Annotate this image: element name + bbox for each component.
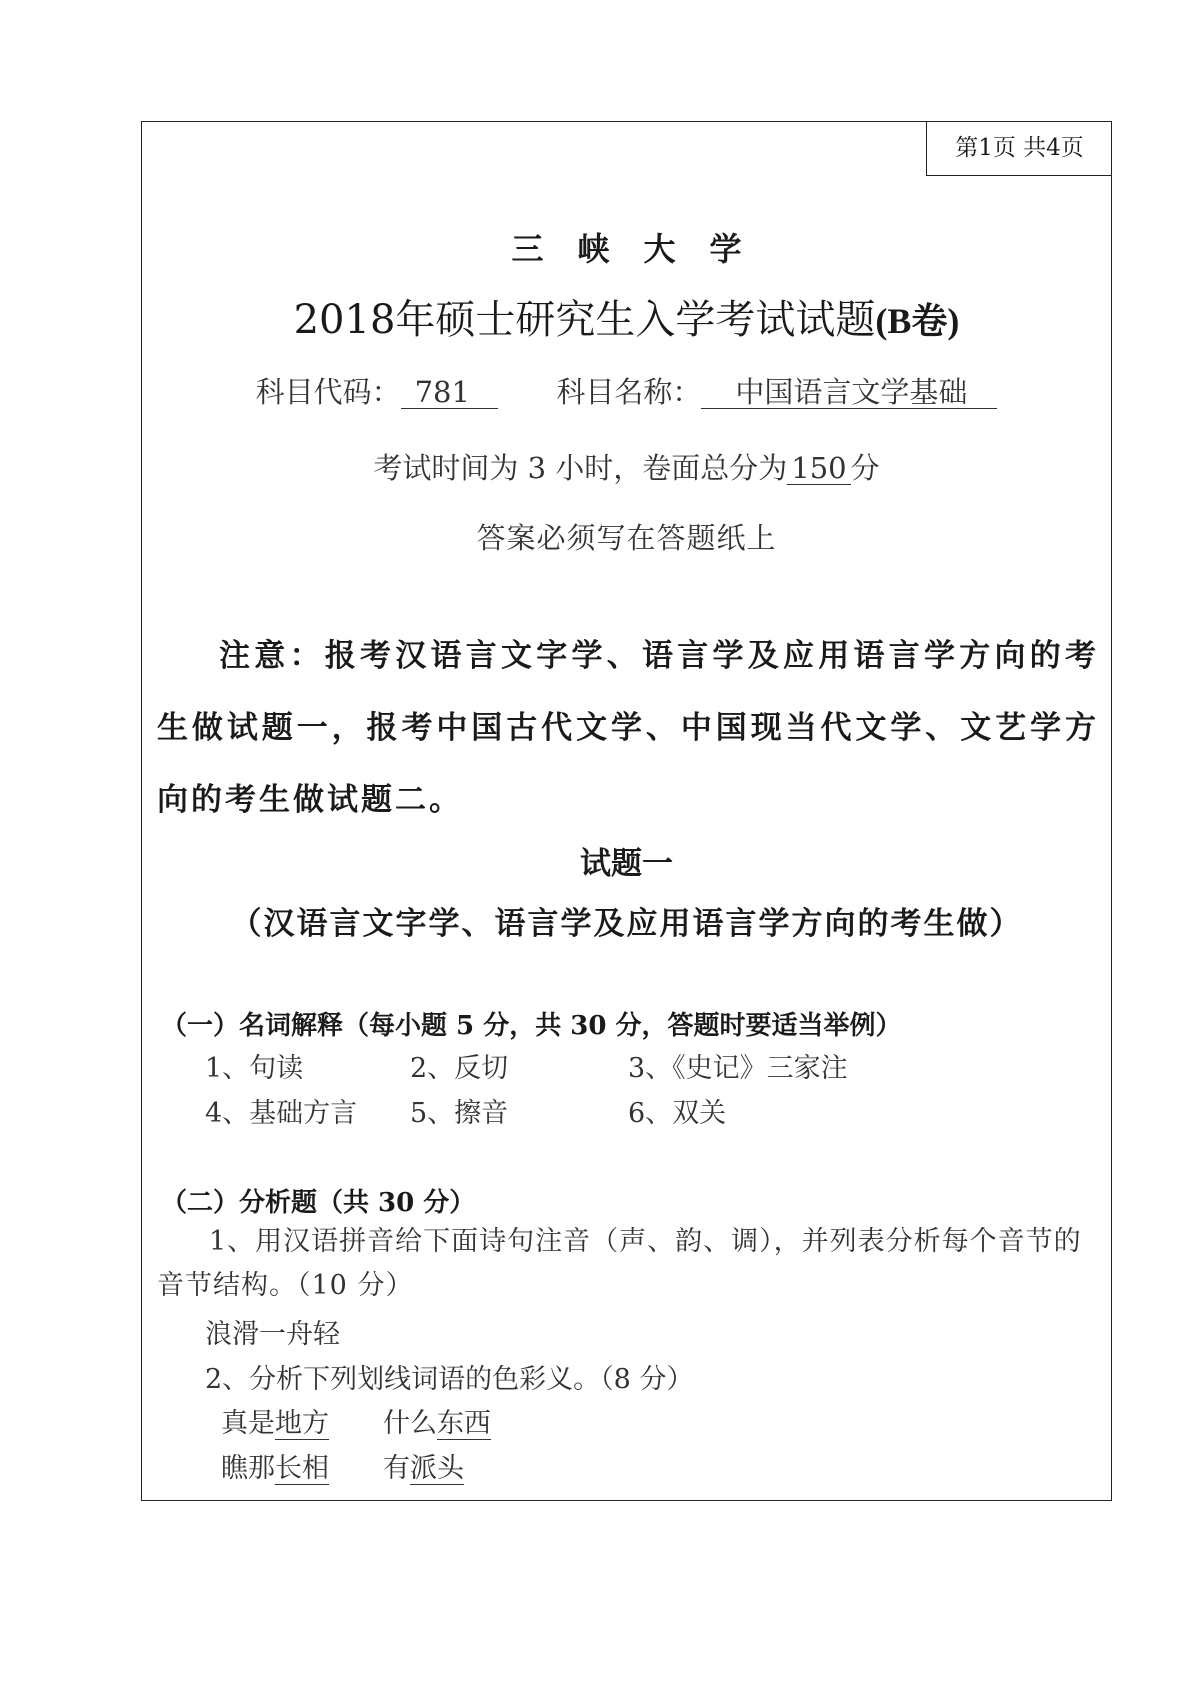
exam-title: [141, 296, 1112, 345]
phrase-prefix: 真是: [221, 1408, 275, 1439]
notice-paragraph: [157, 620, 1099, 836]
section-subtitle: （汉语言文字学、语言学及应用语言学方向的考生做）: [230, 906, 1023, 942]
phrase-underlined: 地方: [275, 1408, 329, 1439]
notice-label: 注意：: [219, 638, 325, 674]
section-title: 试题一: [580, 846, 673, 882]
phrase-item: [221, 1401, 329, 1440]
poem-line: 浪滑一舟轻: [205, 1319, 340, 1350]
total-score: 150: [787, 452, 850, 485]
subject-name: 中国语言文学基础: [701, 376, 997, 409]
school-name: 三峡大学: [511, 230, 776, 268]
phrase-underlined: 东西: [437, 1408, 491, 1439]
subject-name-label: 科目名称：: [556, 375, 702, 409]
question-1: 1、用汉语拼音给下面诗句注音（声、韵、调），并列表分析每个音节的音节结构。（10 分）: [157, 1226, 1082, 1301]
phrase-prefix: 什么: [383, 1408, 437, 1439]
part-two-heading: （二）分析题（共 30 分）: [161, 1188, 476, 1218]
phrase-underlined: 长相: [275, 1453, 329, 1484]
subject-line: [141, 370, 1112, 411]
part-one-heading: （一）名词解释（每小题 5 分，共 30 分，答题时要适当举例）: [161, 1011, 902, 1041]
phrase-prefix: 瞧那: [221, 1453, 275, 1484]
exam-version: (B卷): [875, 301, 960, 341]
question-2: 2、分析下列划线词语的色彩义。（8 分）: [205, 1364, 694, 1395]
subject-code-label: 科目代码：: [255, 375, 401, 409]
subject-code: 781: [401, 376, 498, 409]
phrase-item: [221, 1446, 329, 1485]
term-item: 4、基础方言: [205, 1098, 358, 1129]
notice-text: 报考汉语言文字学、语言学及应用语言学方向的考生做试题一，报考中国古代文学、中国现当代文学、文艺学方向的考生做试题二。: [157, 638, 1099, 818]
phrase-underlined: 派头: [410, 1453, 464, 1484]
score-unit: 分: [850, 451, 880, 485]
exam-time-text: 考试时间为 3 小时，卷面总分为: [373, 451, 788, 485]
exam-time-line: [141, 446, 1112, 487]
term-item: 6、双关: [628, 1098, 727, 1129]
term-item: 3、《史记》三家注: [628, 1053, 848, 1084]
phrase-prefix: 有: [383, 1453, 410, 1484]
answer-note: 答案必须写在答题纸上: [476, 521, 777, 555]
term-item: 2、反切: [410, 1053, 509, 1084]
phrase-item: [383, 1401, 491, 1440]
term-item: 1、句读: [205, 1053, 304, 1084]
phrase-item: [383, 1446, 464, 1485]
page-indicator: 第1页 共4页: [926, 121, 1112, 176]
term-item: 5、擦音: [410, 1098, 509, 1129]
exam-title-text: 2018年硕士研究生入学考试试题: [293, 297, 876, 343]
